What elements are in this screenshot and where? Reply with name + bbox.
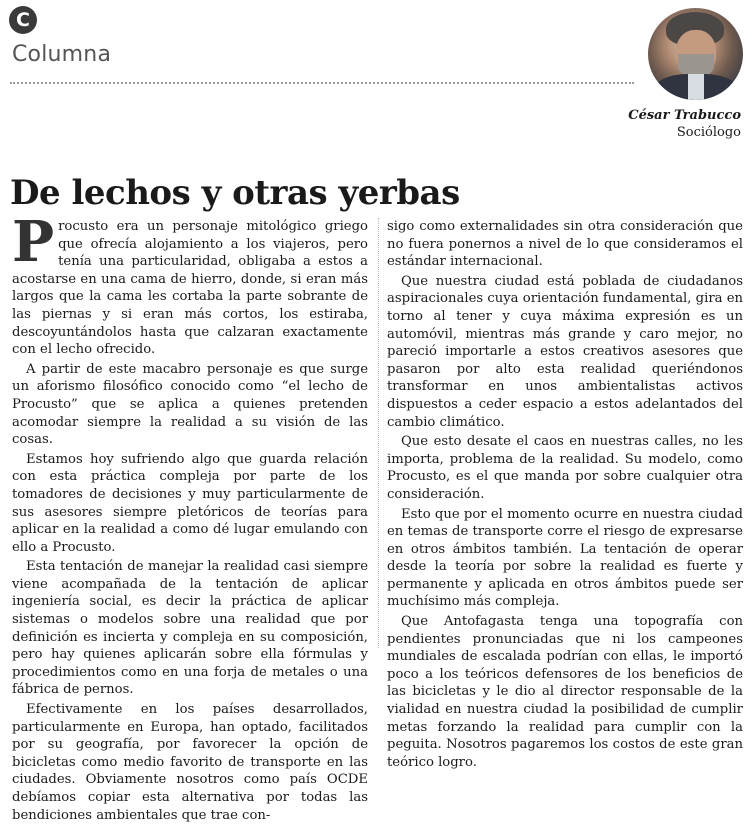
paragraph: Que esto desate el caos en nuestras calles, no les importa, problema de la realidad. Su modelo, como Procusto, es el que manda por sobre cualquier otra consideración.	[387, 434, 743, 502]
article-title: De lechos y otras yerbas	[10, 172, 460, 213]
drop-cap: P	[12, 209, 55, 275]
paragraph: Que nuestra ciudad está poblada de ciudadanos aspiracionales cuya orientación fundamental, gira en torno al tener y cuya máxima expresión es un automóvil, mientras más grande y caro mejor, no pareció importarle a estos creativos asesores que pasaron por alto esta realidad queriéndonos transformar en unos ambientalistas activos dispuestos a ceder espacio a estos adelantados del cambio climático.	[387, 273, 743, 430]
paragraph: Esta tentación de manejar la realidad casi siempre viene acompañada de la tentación de aplicar ingeniería social, es decir la práctica de aplicar sistemas o modelos sobre una realidad que por definición es incierta y compleja en su composición, pero hay quienes aplicarán sobre ella fórmulas y procedimientos como en una forja de metales o una fábrica de pernos.	[12, 559, 368, 698]
paragraph: sigo como externalidades sin otra consideración que no fuera ponernos a nivel de lo que consideramos el estándar internacional.	[387, 219, 743, 270]
paragraph: Esto que por el momento ocurre en nuestra ciudad en temas de transporte corre el riesgo de expresarse en otros ámbitos también. La tentación de operar desde la teoría por sobre la realidad es fuerte y permanente y aplicada en otros ámbitos puede ser muchísimo más compleja.	[387, 506, 743, 610]
paragraph: Que Antofagasta tenga una topografía con pendientes pronunciadas que ni los campeones mundiales de escalada podrían con ellas, le importó poco a los teóricos defensores de los beneficios de las bicicletas y le dio al director responsable de la vialidad en nuestra ciudad la posibilidad de cumplir metas forzando la realidad para cumplir con la peguita. Nosotros pagaremos los costos de este gran teórico logro.	[387, 614, 743, 770]
author-byline	[628, 107, 741, 141]
author-name: César Trabucco	[628, 108, 741, 123]
paragraph: Efectivamente en los países desarrollados, particularmente en Europa, han optado, facilitados por su geografía, por favorecer la opción de bicicletas como medio favorito de transporte en las ciudades. Obviamente nosotros como país OCDE debíamos copiar esta alternativa por todas las bendiciones ambientales que trae con-	[12, 702, 368, 823]
author-photo	[648, 8, 743, 100]
column-badge: C	[9, 6, 37, 34]
paragraph: Estamos hoy sufriendo algo que guarda relación con esta práctica compleja por parte de los tomadores de decisiones y muy particularmente de sus asesores siempre pletóricos de teorías para aplicar en la realidad a como dé lugar emulando con ello a Procusto.	[12, 451, 368, 555]
section-divider	[10, 82, 634, 84]
author-role: Sociólogo	[676, 125, 741, 140]
column-divider	[378, 218, 379, 648]
section-label: Columna	[12, 42, 112, 67]
paragraph: A partir de este macabro personaje es que surge un aforismo filosófico conocido como “el lecho de Procusto” que se aplica a quienes pretenden acomodar siempre la realidad a su visión de las cosas.	[12, 361, 368, 448]
article-column-left	[12, 209, 368, 826]
paragraph: Procusto era un personaje mitológico griego que ofrecía alojamiento a los viajeros, pero tenía una particularidad, obligaba a estos a acostarse en una cama de hierro, donde, si eran más largos que la cama les cortaba la parte sobrante de las piernas y si eran más cortos, los estiraba, descoyuntándolos hasta que calzaran exactamente con el lecho ofrecido.	[12, 209, 368, 358]
article-column-right	[387, 218, 743, 773]
